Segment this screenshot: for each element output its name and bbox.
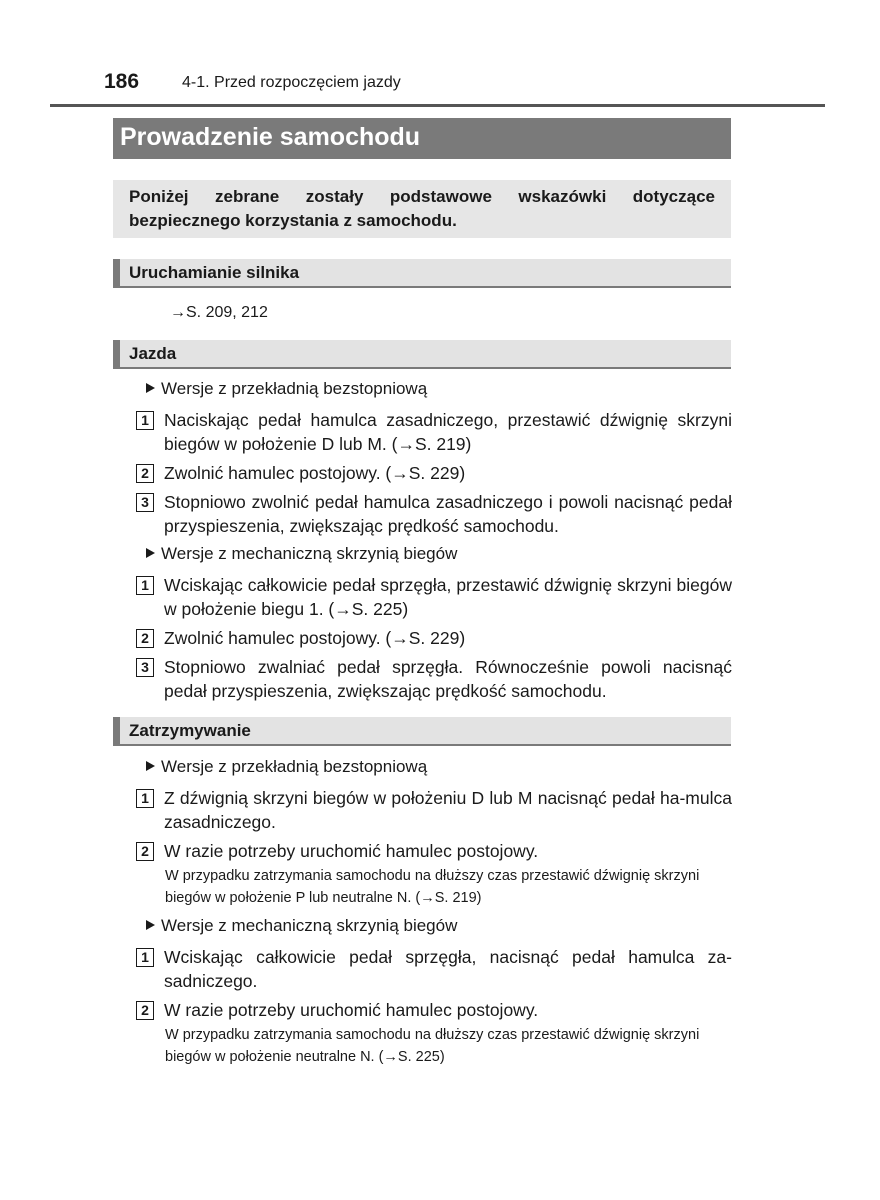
- subheading-cvt: Wersje z przekładnią bezstopniową: [146, 757, 427, 777]
- step-number: 1: [136, 411, 154, 430]
- page-title: Prowadzenie samochodu: [120, 123, 421, 151]
- section-heading-label: Jazda: [129, 344, 177, 363]
- triangle-bullet-icon: [146, 548, 155, 558]
- section-heading-label: Uruchamianie silnika: [129, 263, 300, 282]
- triangle-bullet-icon: [146, 383, 155, 393]
- section-heading-stop: [113, 717, 731, 746]
- step-text: Z dźwignią skrzyni biegów w położeniu D lub M nacisnąć pedał ha-mulca zasadniczego.: [164, 788, 732, 832]
- step-text: W razie potrzeby uruchomić hamulec postojowy.: [164, 841, 539, 861]
- step-number: 2: [136, 464, 154, 483]
- step-number: 1: [136, 576, 154, 595]
- step-number: 3: [136, 493, 154, 512]
- step-text: Stopniowo zwalniać pedał sprzęgła. Równocześnie powoli nacisnąć pedał przyspieszenia, zwiększając prędkość samochodu.: [164, 657, 732, 701]
- section-heading-drive: [113, 340, 731, 369]
- subheading-manual: Wersje z mechaniczną skrzynią biegów: [146, 916, 457, 936]
- section-heading-start: [113, 259, 731, 288]
- step-text: Naciskając pedał hamulca zasadniczego, przestawić dźwignię skrzyni biegów w położenie D lub M. (→S. 219): [164, 410, 732, 454]
- triangle-bullet-icon: [146, 920, 155, 930]
- step-number: 1: [136, 948, 154, 967]
- intro-box: [113, 180, 731, 238]
- step-text: W razie potrzeby uruchomić hamulec postojowy.: [164, 1000, 539, 1020]
- step-number: 2: [136, 1001, 154, 1020]
- step-text: Wciskając całkowicie pedał sprzęgła, nacisnąć pedał hamulca za-sadniczego.: [164, 947, 732, 991]
- step-text: Zwolnić hamulec postojowy. (→S. 229): [164, 463, 466, 483]
- page-title-bar: [113, 118, 731, 159]
- page-reference: →S. 209, 212: [170, 304, 268, 321]
- triangle-bullet-icon: [146, 761, 155, 771]
- chapter-title: 4-1. Przed rozpoczęciem jazdy: [182, 74, 401, 91]
- step-note: W przypadku zatrzymania samochodu na dłuższy czas przestawić dźwignię skrzyni biegów w położenie P lub neutralne N. (→S. 219): [165, 868, 700, 906]
- step-text: Zwolnić hamulec postojowy. (→S. 229): [164, 628, 466, 648]
- step-number: 1: [136, 789, 154, 808]
- step-text: Wciskając całkowicie pedał sprzęgła, przestawić dźwignię skrzyni biegów w położenie biegu 1. (→S. 225): [164, 575, 732, 619]
- step-note: W przypadku zatrzymania samochodu na dłuższy czas przestawić dźwignię skrzyni biegów w położenie neutralne N. (→S. 225): [165, 1027, 700, 1065]
- step-text: Stopniowo zwolnić pedał hamulca zasadniczego i powoli nacisnąć pedał przyspieszenia, zwiększając prędkość samochodu.: [164, 492, 732, 536]
- section-heading-label: Zatrzymywanie: [129, 721, 251, 740]
- intro-text: Poniżej zebrane zostały podstawowe wskazówki dotyczące bezpiecznego korzystania z samochodu.: [129, 187, 715, 230]
- page-header: [50, 68, 825, 107]
- subheading-cvt: Wersje z przekładnią bezstopniową: [146, 379, 427, 399]
- page-number: 186: [104, 70, 140, 93]
- step-number: 3: [136, 658, 154, 677]
- step-number: 2: [136, 842, 154, 861]
- subheading-manual: Wersje z mechaniczną skrzynią biegów: [146, 544, 457, 564]
- step-number: 2: [136, 629, 154, 648]
